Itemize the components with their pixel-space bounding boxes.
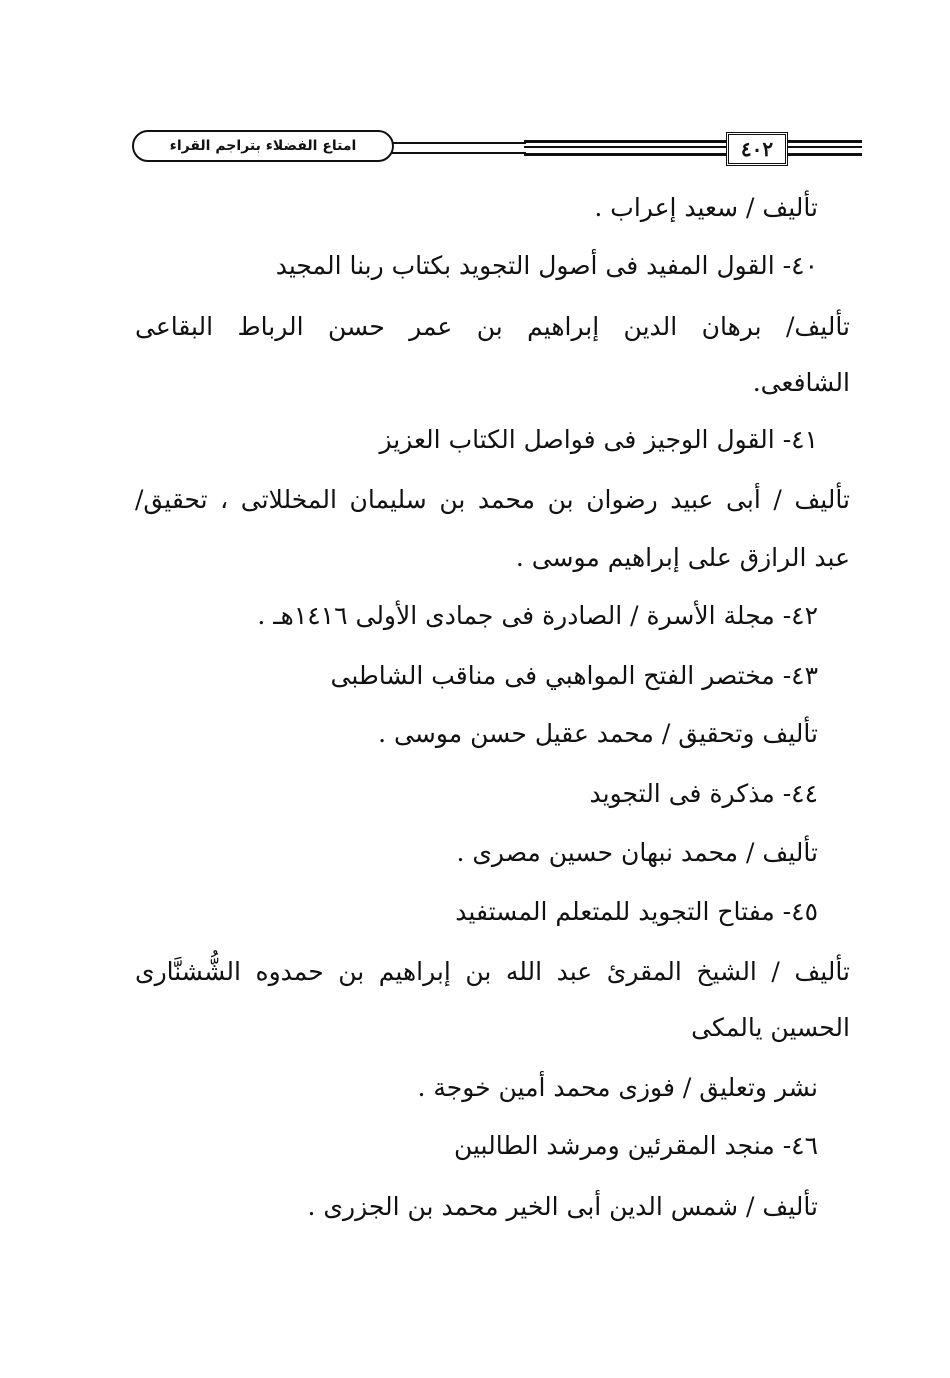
page-number: ٤٠٢ — [726, 132, 788, 166]
text-line: نشر وتعليق / فوزى محمد أمين خوجة . — [417, 1073, 818, 1102]
list-item-44: ٤٤- مذكرة فى التجويد — [589, 779, 818, 808]
page-header — [132, 128, 862, 170]
list-item-45: ٤٥- مفتاح التجويد للمتعلم المستفيد — [455, 897, 818, 926]
text-line: تأليف/ برهان الدين إبراهيم بن عمر حسن الرباط البقاعى — [135, 312, 850, 341]
list-item-40: ٤٠- القول المفيد فى أصول التجويد بكتاب ربنا المجيد — [275, 251, 818, 280]
text-line: تأليف / الشيخ المقرئ عبد الله بن إبراهيم بن حمدوه الشُّشنَّارى — [135, 957, 850, 986]
text-line: تأليف وتحقيق / محمد عقيل حسن موسى . — [378, 719, 818, 748]
text-line: الشافعى. — [752, 368, 850, 397]
text-line: عبد الرازق على إبراهيم موسى . — [515, 543, 850, 572]
running-title: امتاع الفضلاء بتراجم القراء — [132, 130, 394, 162]
header-rule — [524, 140, 862, 156]
text-line: الحسين يالمكى — [691, 1013, 850, 1042]
list-item-46: ٤٦- منجد المقرئين ومرشد الطالبين — [453, 1131, 818, 1160]
text-line: تأليف / شمس الدين أبى الخير محمد بن الجزرى . — [307, 1192, 818, 1221]
header-connector — [392, 142, 526, 154]
list-item-42: ٤٢- مجلة الأسرة / الصادرة فى جمادى الأولى ١٤١٦هـ . — [257, 601, 818, 630]
list-item-43: ٤٣- مختصر الفتح المواهبي فى مناقب الشاطبى — [330, 661, 818, 690]
text-line: تأليف / أبى عبيد رضوان بن محمد بن سليمان المخللاتى ، تحقيق/ — [135, 485, 850, 514]
text-line: تأليف / سعيد إعراب . — [594, 193, 818, 222]
text-line: تأليف / محمد نبهان حسين مصرى . — [456, 838, 818, 867]
list-item-41: ٤١- القول الوجيز فى فواصل الكتاب العزيز — [379, 425, 818, 454]
